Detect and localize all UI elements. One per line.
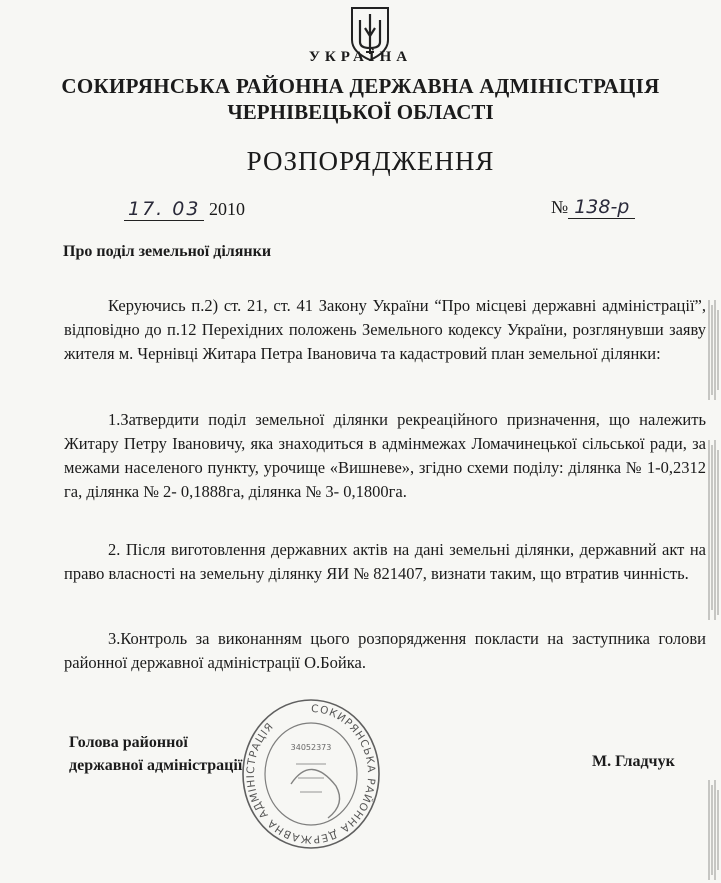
item-2-paragraph (64, 538, 706, 586)
date-year: 2010 (208, 199, 245, 219)
scan-edge-noise (707, 440, 721, 620)
country-name: УКРАЇНА (308, 49, 413, 65)
preamble-paragraph (64, 294, 706, 366)
document-date (124, 198, 245, 220)
scan-edge-noise (707, 780, 721, 880)
signatory-name: М. Гладчук (592, 753, 675, 770)
scan-edge-noise (707, 300, 721, 400)
document-subject: Про поділ земельної ділянки (63, 243, 272, 260)
date-handwritten: 17. 03 (124, 198, 204, 221)
signatory-position (69, 731, 242, 777)
official-stamp-seal (236, 694, 386, 854)
position-line-1: Голова районної (69, 734, 188, 751)
preamble-text: Керуючись п.2) ст. 21, ст. 41 Закону України “Про місцеві державні адміністрації”, відповідно до п.12 Перехідних положень Земельного кодексу України, розглянувши заяву жителя м. Чернівці Житара Петра Івановича та кадастровий план земельної ділянки: (64, 296, 706, 363)
document-number (551, 196, 635, 218)
item-3-paragraph (64, 627, 706, 675)
item-3-text: 3.Контроль за виконанням цього розпорядження покласти на заступника голови районної державної адміністрації О.Бойка. (64, 629, 706, 672)
number-handwritten: 138-р (568, 196, 635, 219)
svg-text:СОКИРЯНСЬКА РАЙОННА ДЕРЖАВНА А: СОКИРЯНСЬКА РАЙОННА ДЕРЖАВНА АДМІНІСТРАЦІЯ (244, 702, 378, 846)
item-1-paragraph (64, 408, 706, 504)
document-title: РОЗПОРЯДЖЕННЯ (246, 146, 495, 176)
number-prefix: № (551, 197, 569, 217)
administration-name: СОКИРЯНСЬКА РАЙОННА ДЕРЖАВНА АДМІНІСТРАЦІЯ (61, 74, 660, 98)
item-2-text: 2. Після виготовлення державних актів на дані земельні ділянки, державний акт на право власності на земельну ділянку ЯИ № 821407, визнати таким, що втратив чинність. (64, 540, 706, 583)
svg-text:34052373: 34052373 (290, 743, 332, 752)
position-line-2: державної адміністрації (69, 757, 243, 774)
item-1-text: 1.Затвердити поділ земельної ділянки рекреаційного призначення, що належить Житару Петру Івановичу, яка знаходиться в адмінмежах Ломачинецької сільської ради, за межами населеного пункту, урочище «Вишневе», згідно схеми поділу: ділянка № 1-0,2312 га, ділянка № 2- 0,1888га, ділянка № 3- 0,1800га. (64, 410, 706, 501)
oblast-name: ЧЕРНІВЕЦЬКОЇ ОБЛАСТІ (227, 100, 494, 124)
